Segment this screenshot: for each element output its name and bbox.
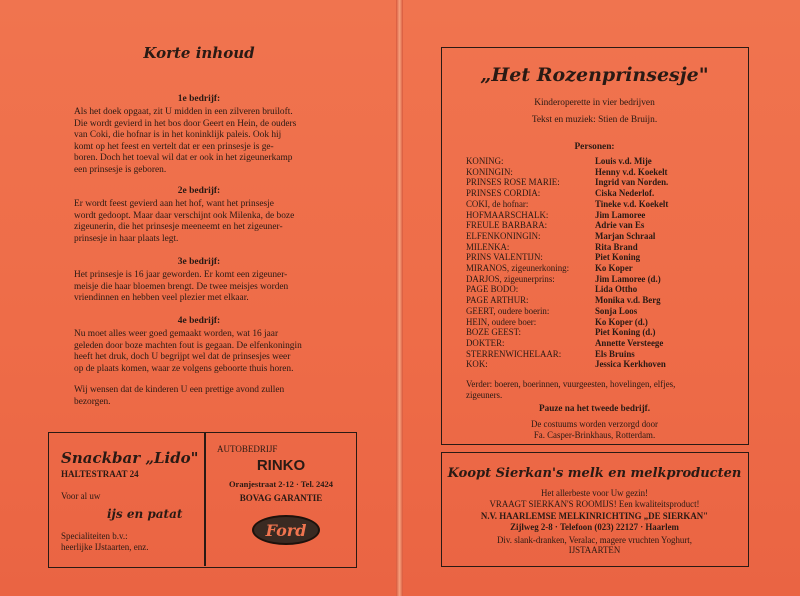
pause-note: Pauze na het tweede bedrijf. <box>539 403 650 413</box>
milk-title: Koopt Sierkan's melk en melkproducten <box>447 466 742 481</box>
cast-row <box>466 284 746 295</box>
cast-role: FREULE BARBARA: <box>466 220 548 231</box>
cast-actor: Ko Koper (d.) <box>595 316 648 327</box>
cast-box <box>441 47 749 445</box>
cast-role: KONINGIN: <box>466 166 513 177</box>
cast-row <box>466 317 746 328</box>
milk-line-1: Het allerbeste voor Uw gezin! <box>541 488 648 498</box>
cast-actor: Adrie van Es <box>595 220 645 231</box>
cast-row <box>466 263 746 274</box>
cast-actor: Piet Koning <box>595 252 641 263</box>
lido-special-1: Specialiteiten b.v.: <box>61 531 128 541</box>
act-2-line: prinsesje in haar plaats legt. <box>74 233 179 244</box>
milk-line-2: VRAAGT SIERKAN'S ROOMIJS! Een kwaliteitsproduct! <box>489 499 700 509</box>
cast-role: PRINSES CORDIA: <box>466 188 541 199</box>
act-2-line: Er wordt feest gevierd aan het hof, want het prinsesje <box>74 199 274 209</box>
cast-actor: Els Bruins <box>595 348 635 359</box>
cast-row <box>466 188 746 199</box>
act-4-text <box>74 329 362 375</box>
cast-actor: Annette Versteege <box>595 337 664 348</box>
milk-line-3: N.V. HAARLEMSE MELKINRICHTING „DE SIERKAN" <box>480 511 709 521</box>
act-1-line: van Coki, die hofnar is in het koninklijk paleis. Ook hij <box>74 130 282 141</box>
cast-actor: Louis v.d. Mije <box>595 156 652 166</box>
cast-actor: Ciska Nederlof. <box>595 188 655 199</box>
advertisement-box <box>48 432 357 568</box>
act-4-line: op de plaats komen, waar ze volgens geboorte thuis horen. <box>74 363 294 374</box>
act-1-line: komt op het feest en vertelt dat er een prinsesje is ge- <box>74 141 274 152</box>
lido-ijs-patat: ijs en patat <box>107 507 183 521</box>
cast-role: PRINS VALENTIJN: <box>466 252 543 263</box>
act-2-text <box>74 199 362 245</box>
cast-role: KOK: <box>466 359 488 370</box>
contents-title: Korte inhoud <box>143 44 255 62</box>
cast-row <box>466 210 746 221</box>
closing-line: bezorgen. <box>74 396 111 407</box>
act-1-text <box>74 107 362 177</box>
extras-line: Verder: boeren, boerinnen, vuurgeesten, hovelingen, elfjes, <box>466 379 676 389</box>
cast-actor: Jim Lamoree (d.) <box>595 273 661 284</box>
act-4-line: geleden door boze machten fout is gegaan. De elfenkoningin <box>74 340 302 351</box>
act-4-line: heeft het druk, doch U begrijpt wel dat de prinsesjes weer <box>74 352 291 363</box>
lido-address: HALTESTRAAT 24 <box>61 469 139 479</box>
ford-logo <box>252 515 320 545</box>
act-3-line: vriendinnen en hebben veel plezier met elkaar. <box>74 293 249 304</box>
cast-actor: Rita Brand <box>595 241 638 252</box>
cast-role: PAGE BODO: <box>466 284 519 295</box>
act-3-text <box>74 270 362 305</box>
cast-actor: Jim Lamoree <box>595 209 646 220</box>
milk-line-6: IJSTAARTEN <box>568 545 621 555</box>
cast-actor: Henny v.d. Koekelt <box>595 166 668 177</box>
cast-row <box>466 338 746 349</box>
cast-row <box>466 327 746 338</box>
personen-heading: Personen: <box>574 142 615 152</box>
rinko-bovag: BOVAG GARANTIE <box>239 493 323 503</box>
milk-advertisement <box>441 452 749 567</box>
cast-row <box>466 252 746 263</box>
act-2-title: 2e bedrijf: <box>177 186 221 196</box>
act-3-title: 3e bedrijf: <box>177 257 221 267</box>
play-author: Tekst en muziek: Stien de Bruijn. <box>531 115 658 125</box>
cast-role: STERRENWICHELAAR: <box>466 348 562 359</box>
cast-row <box>466 167 746 178</box>
cast-actor: Lida Ottho <box>595 284 638 295</box>
cast-row <box>466 359 746 370</box>
cast-actor: Monika v.d. Berg <box>595 295 661 306</box>
cast-role: HEIN, oudere boer: <box>466 316 537 327</box>
cast-row <box>466 231 746 242</box>
act-2-line: wordt gedoopt. Maar daar verschijnt ook Milenka, de boze <box>74 210 295 221</box>
cast-row <box>466 274 746 285</box>
cast-row <box>466 199 746 210</box>
act-4-title: 4e bedrijf: <box>177 316 221 326</box>
act-1-line: boren. Doch het toeval wil dat er ook in het zigeunerkamp <box>74 153 293 164</box>
lido-voor: Voor al uw <box>61 491 101 501</box>
closing-line: Wij wensen dat de kinderen U een prettige avond zullen <box>74 385 285 395</box>
closing-text <box>74 385 362 408</box>
act-3-line: Het prinsesje is 16 jaar geworden. Er komt een zigeuner- <box>74 270 288 280</box>
cast-actor: Piet Koning (d.) <box>595 327 656 338</box>
cast-actor: Ingrid van Norden. <box>595 177 669 188</box>
act-4-line: Nu moet alles weer goed gemaakt worden, wat 16 jaar <box>74 329 279 339</box>
ford-logo-text: Ford <box>265 520 307 540</box>
costume-line-1: De costuums worden verzorgd door <box>530 419 658 429</box>
cast-row <box>466 295 746 306</box>
cast-row <box>466 242 746 253</box>
cast-role: HOFMAARSCHALK: <box>466 209 549 220</box>
act-3-line: meisje die haar bloemen brengt. De twee meisjes worden <box>74 281 289 292</box>
cast-row <box>466 220 746 231</box>
extras-line: zigeuners. <box>466 389 503 400</box>
act-1-line: Als het doek opgaat, zit U midden in een zilveren bruiloft. <box>74 107 293 117</box>
cast-row <box>466 177 746 188</box>
cast-role: DARJOS, zigeunerprins: <box>466 273 555 284</box>
play-title: „Het Rozenprinsesje" <box>480 64 709 86</box>
act-2-line: zigeunerin, die het prinsesje meeneemt en het zigeuner- <box>74 222 283 233</box>
extras <box>466 379 736 400</box>
milk-line-5: Div. slank-dranken, Veralac, magere vruchten Yoghurt, <box>497 535 692 545</box>
milk-line-4: Zijlweg 2-8 · Telefoon (023) 22127 · Haarlem <box>510 522 679 532</box>
rinko-name: RINKO <box>256 457 306 474</box>
cast-role: MIRANOS, zigeunerkoning: <box>466 263 570 273</box>
lido-special-2: heerlijke IJstaarten, enz. <box>61 542 149 552</box>
cast-row <box>466 306 746 317</box>
play-subtitle: Kinderoperette in vier bedrijven <box>534 98 655 108</box>
cast-role: PRINSES ROSE MARIE: <box>466 177 560 188</box>
cast-actor: Ko Koper <box>595 263 633 273</box>
rinko-label: AUTOBEDRIJF <box>217 444 278 454</box>
act-1-line: een prinsesje is geboren. <box>74 164 167 175</box>
cast-role: ELFENKONINGIN: <box>466 230 541 241</box>
cast-role: BOZE GEEST: <box>466 327 522 338</box>
rinko-address: Oranjestraat 2-12 · Tel. 2424 <box>228 479 334 489</box>
lido-title: Snackbar „Lido" <box>61 449 199 467</box>
cast-role: COKI, de hofnar: <box>466 198 529 209</box>
act-1-title: 1e bedrijf: <box>177 94 221 104</box>
cast-role: GEERT, oudere boerin: <box>466 305 550 316</box>
cast-role: PAGE ARTHUR: <box>466 295 529 306</box>
costume-line-2: Fa. Casper-Brinkhaus, Rotterdam. <box>533 430 656 440</box>
cast-role: MILENKA: <box>466 241 510 252</box>
cast-row <box>466 156 746 167</box>
cast-role: KONING: <box>466 156 504 166</box>
cast-row <box>466 349 746 360</box>
booklet-spine <box>396 0 403 596</box>
cast-actor: Marjan Schraal <box>595 230 656 241</box>
cast-role: DOKTER: <box>466 337 505 348</box>
cast-actor: Sonja Loos <box>595 305 638 316</box>
cast-actor: Jessica Kerkhoven <box>595 359 666 370</box>
act-1-line: Die wordt gevierd in het bos door Geert en Hein, de ouders <box>74 118 297 129</box>
cast-actor: Tineke v.d. Koekelt <box>595 198 669 209</box>
